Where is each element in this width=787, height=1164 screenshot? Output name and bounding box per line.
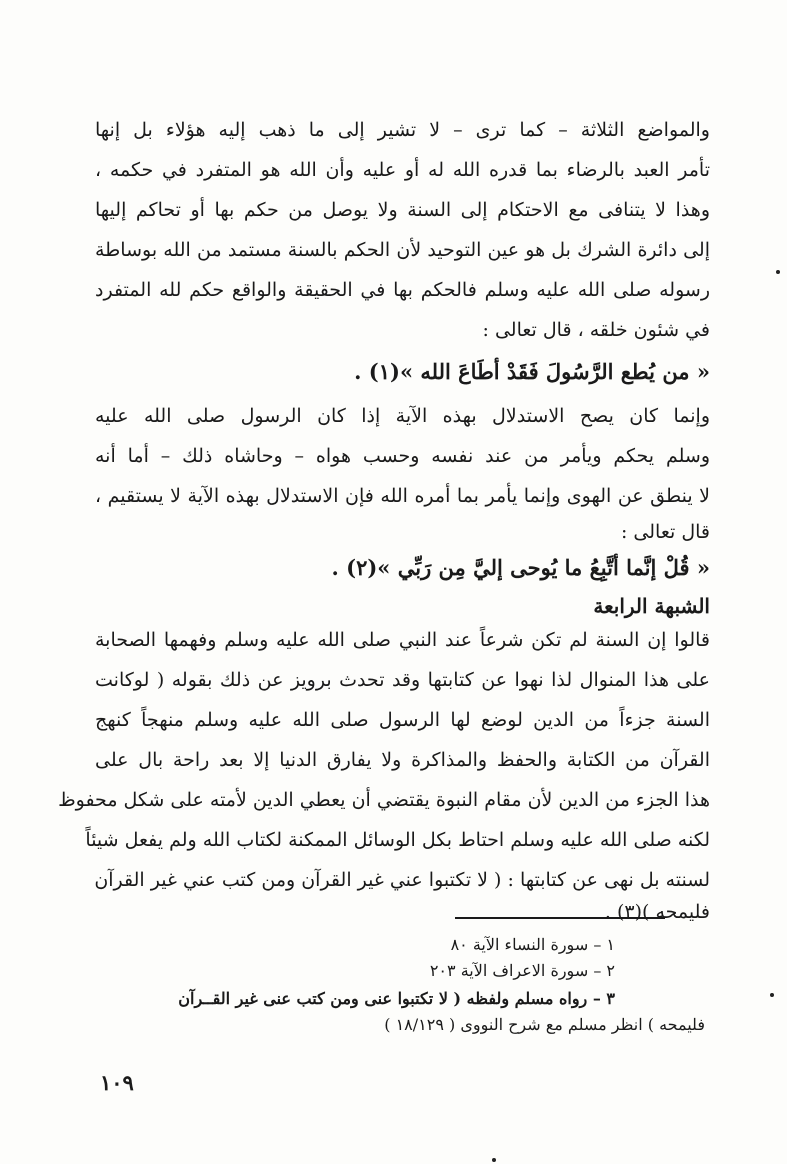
body-line: لا ينطق عن الهوى وإنما يأمر بما أمره الله فإن الاستدلال بهذه الآية لا يستقيم ، [95,485,710,507]
footnote: ٣ – رواه مسلم ولفظه ( لا تكتبوا عنى ومن كتب عنى غير القــرآن [178,989,615,1008]
body-line: وهذا لا يتنافى مع الاحتكام إلى السنة ولا يوصل من حكم بها أو تحاكم إليها [95,199,710,221]
margin-mark [770,993,774,997]
footnote: فليمحه ) انظر مسلم مع شرح النووى ( ١٨/١٢٩ ) [384,1015,705,1034]
body-line: في شئون خلقه ، قال تعالى : [482,319,710,341]
body-line: رسوله صلى الله عليه وسلم فالحكم بها في الحقيقة والواقع حكم لله المتفرد [95,279,710,301]
body-line: لكنه صلى الله عليه وسلم احتاط بكل الوسائل الممكنة لكتاب الله ولم يفعل شيئاً [85,829,710,851]
body-text [58,118,710,923]
body-line: تأمر العبد بالرضاء بما قدره الله له أو عليه وأن الله هو المتفرد في حكمه ، [95,159,710,181]
body-line: إلى دائرة الشرك بل هو عين التوحيد لأن الحكم بالسنة مستمد من الله بوساطة [95,239,710,261]
body-line: والمواضع الثلاثة – كما ترى – لا تشير إلى ما ذهب إليه هؤلاء بل إنها [95,119,710,141]
body-line: فليمحه )(٣) . [604,901,710,923]
body-line: وإنما كان يصح الاستدلال بهذه الآية إذا كان الرسول صلى الله عليه [95,405,710,427]
footnote-separator [455,917,665,919]
footnote: ٢ – سورة الاعراف الآية ٢٠٣ [429,961,615,980]
body-line: القرآن من الكتابة والحفظ والمذاكرة ولا يفارق الدنيا إلا بعد راحة بال على [95,749,710,771]
page-number: ١٠٩ [100,1070,134,1095]
body-line: قال تعالى : [620,521,710,543]
quran-verse: « قُلْ إنَّما أتَّبِعُ ما يُوحى إليَّ مِن رَبِّي »(٢) . [331,555,710,580]
body-line: لسنته بل نهى عن كتابتها : ( لا تكتبوا عني غير القرآن ومن كتب عني غير القرآن [94,869,710,891]
body-line: على هذا المنوال لذا نهوا عن كتابتها وقد تحدث برويز عن ذلك بقوله ( لوكانت [95,669,710,691]
margin-mark [776,270,780,274]
body-line: هذا الجزء من الدين لأن مقام النبوة يقتضي أن يعطي الدين لأمته على شكل محفوظ [58,789,710,811]
footnote: ١ – سورة النساء الآية ٨٠ [450,935,615,954]
body-line: قالوا إن السنة لم تكن شرعاً عند النبي صلى الله عليه وسلم وفهمها الصحابة [95,629,710,651]
quran-verse: « من يُطع الرَّسُولَ فَقَدْ أطَاعَ الله »(١) . [354,359,710,384]
margin-mark [492,1158,496,1162]
body-line: السنة جزءاً من الدين لوضع لها الرسول صلى الله عليه وسلم منهجاً كنهج [95,709,710,731]
section-heading: الشبهة الرابعة [593,594,710,618]
body-line: وسلم يحكم ويأمر من عند نفسه وحسب هواه – وحاشاه ذلك – أما أنه [95,445,710,467]
